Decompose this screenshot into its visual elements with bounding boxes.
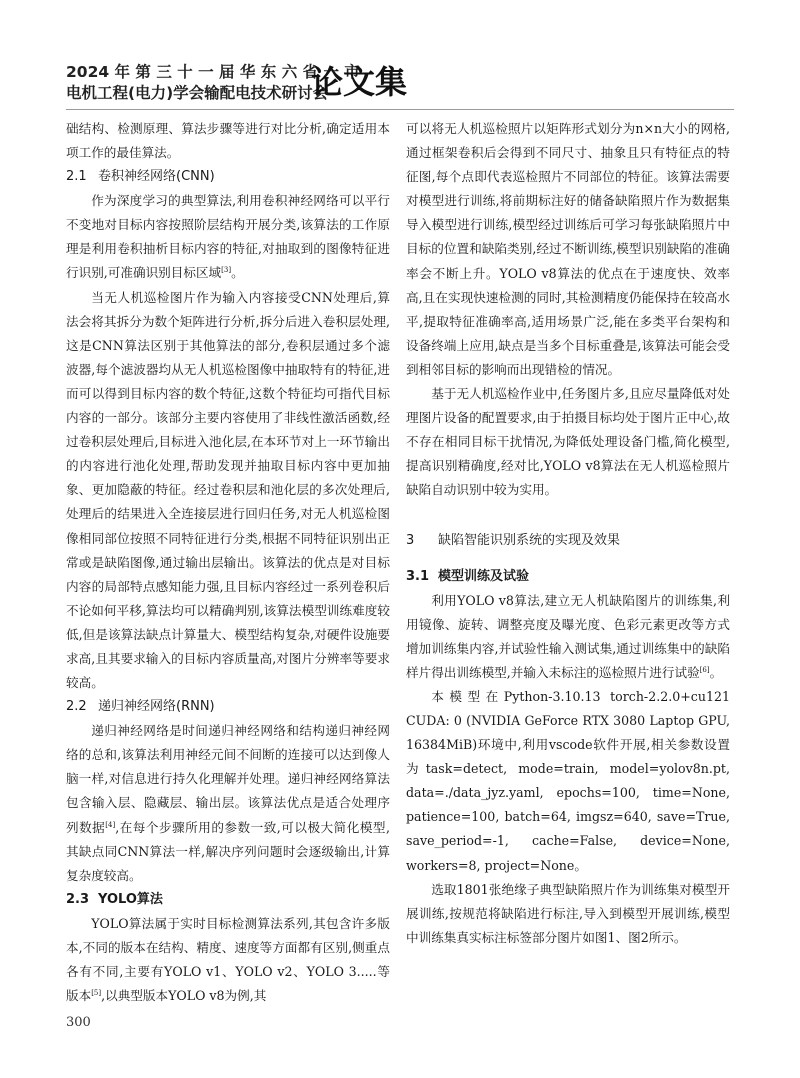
section-2-1-title: 卷积神经网络(CNN) [98, 169, 215, 185]
section-2-3-heading [66, 888, 390, 912]
section-2-2-title: 递归神经网络(RNN) [98, 699, 215, 715]
intro-paragraph: 础结构、检测原理、算法步骤等进行对比分析,确定适用本项工作的最佳算法。 [66, 121, 390, 161]
citation-5[interactable]: [5] [91, 988, 102, 997]
header-divider [66, 109, 734, 110]
page-number: 300 [66, 1015, 91, 1030]
environment-paragraph: 本模型在Python-3.10.13 torch-2.2.0+cu121 CUDA: 0 (NVIDIA GeForce RTX 3080 Laptop GPU, 16384MiB)环境中,利用vscode软件开展,相关参数设置为task=detect, mode=train, model=yolov8n.pt, data=./data_jyz.yaml, epochs=100, time=None, patience=100, batch=64, imgsz=640, save=True, save_period=-1, cache=False, device=None, workers=8, project=None。 [406, 688, 730, 873]
section-3-1-heading [406, 565, 730, 589]
section-2-2-heading [66, 695, 390, 719]
cnn-paragraph-2: 当无人机巡检图片作为输入内容接受CNN处理后,算法会将其拆分为数个矩阵进行分析,拆分后进入卷积层处理,这是CNN算法区别于其他算法的部分,卷积层通过多个滤波器,每个滤波器均从无人机巡检图像中抽取特有的特征,进而可以得到目标内容的数个特征,这数个特征均可指代目标内容的一部分。该部分主要内容使用了非线性激活函数,经过卷积层处理后,目标进入池化层,在本环节对上一环节输出的内容进行池化处理,帮助发现并抽取目标内容中更加抽象、更加隐蔽的特征。经过卷积层和池化层的多次处理后,处理后的结果进入全连接层进行回归任务,对无人机巡检图像相同部位按照不同特征进行分类,根据不同特征识别出正常或是缺陷图像,通过输出层输出。该算法的优点是对目标内容的局部特点感知能力强,且目标内容经过一系列卷积后不论如何平移,算法均可以精确判别,该算法模型训练难度较低,但是该算法缺点计算量大、模型结构复杂,对硬件设施要求高,且其要求输入的目标内容质量高,对图片分辨率等要求较高。 [66, 289, 390, 691]
header-proceedings-title: 论文集 [311, 63, 408, 101]
right-column [406, 117, 730, 950]
yolo-continued-paragraph: 可以将无人机巡检照片以矩阵形式划分为n×n大小的网格,通过框架卷积后会得到不同尺寸、抽象且只有特征点的特征图,每个点即代表巡检照片不同部位的特征。该算法需要对模型进行训练,将前期标注好的储备缺陷照片作为数据集导入模型进行训练,模型经过训练后可学习每张缺陷照片中目标的位置和缺陷类别,经过不断训练,模型识别缺陷的准确率会不断上升。YOLO v8算法的优点在于速度快、效率高,且在实现快速检测的同时,其检测精度仍能保持在较高水平,提取特征准确率高,适用场景广泛,能在多类平台架构和设备终端上应用,缺点是当多个目标重叠是,该算法可能会受到相邻目标的影响而出现错检的情况。 [406, 121, 730, 377]
rnn-paragraph-end: ,在每个步骤所用的参数一致,可以极大简化模型,其缺点同CNN算法一样,解决序列问题时会逐级输出,计算复杂度较高。 [66, 819, 391, 883]
section-3-1-title: 模型训练及试验 [438, 568, 530, 584]
training-paragraph-1 [406, 589, 730, 685]
section-2-1-heading [66, 165, 390, 189]
yolo-paragraph-text: YOLO算法属于实时目标检测算法系列,其包含许多版本,不同的版本在结构、精度、速度等方面都有区别,侧重点各有不同,主要有YOLO v1、YOLO v2、YOLO 3.....等版本 [66, 915, 390, 1004]
cnn-paragraph-1 [66, 189, 390, 285]
header-conference-line1: 2024 年 第 三 十 一 届 华 东 六 省 一 市 [66, 63, 360, 81]
yolo-paragraph [66, 912, 390, 1008]
section-3-number: 3 [406, 532, 415, 548]
training-paragraph-1-text: 利用YOLO v8算法,建立无人机缺陷图片的训练集,利用镜像、旋转、调整亮度及曝光度、色彩元素更改等方式增加训练集内容,并试验性输入测试集,通过训练集中的缺陷样片得出训练模型,并输入未标注的巡检照片进行试验 [406, 592, 730, 680]
yolo-paragraph-end: ,以典型版本YOLO v8为例,其 [101, 988, 267, 1004]
section-2-3-number: 2.3 [66, 891, 90, 907]
section-2-1-number: 2.1 [66, 169, 87, 185]
section-3-1-number: 3.1 [406, 568, 430, 584]
section-3-heading [406, 529, 730, 553]
section-2-3-title: YOLO算法 [98, 891, 163, 907]
left-column [66, 117, 390, 1008]
section-2-2-number: 2.2 [66, 699, 87, 715]
citation-3[interactable]: [3] [221, 266, 232, 275]
citation-4[interactable]: [4] [105, 820, 116, 829]
training-paragraph-1-end: 。 [709, 664, 723, 680]
dataset-paragraph: 选取1801张绝缘子典型缺陷照片作为训练集对模型开展训练,按规范将缺陷进行标注,导入到模型开展训练,模型中训练集真实标注标签部分图片如图1、图2所示。 [406, 881, 730, 945]
conclusion-paragraph: 基于无人机巡检作业中,任务图片多,且应尽量降低对处理图片设备的配置要求,由于拍摄目标均处于图片正中心,故不存在相同目标干扰情况,为降低处理设备门槛,简化模型,提高识别精确度,经对比,YOLO v8算法在无人机巡检照片缺陷自动识别中较为实用。 [406, 386, 730, 498]
section-3-title: 缺陷智能识别系统的实现及效果 [438, 532, 621, 548]
page-header [66, 62, 408, 104]
header-conference-line2: 电机工程(电力)学会输配电技术研讨会 [66, 84, 329, 102]
citation-6[interactable]: [6] [699, 665, 710, 674]
rnn-paragraph [66, 719, 390, 888]
rnn-paragraph-text: 递归神经网络是时间递归神经网络和结构递归神经网络的总和,该算法利用神经元间不间断的连接可以达到像人脑一样,对信息进行持久化理解并处理。递归神经网络算法包含输入层、隐藏层、输出层。该算法优点是适合处理序列数据 [66, 723, 390, 835]
cnn-paragraph-1-end: 。 [231, 265, 244, 281]
cnn-paragraph-1-text: 作为深度学习的典型算法,利用卷积神经网络可以平行不变地对目标内容按照阶层结构开展分类,该算法的工作原理是利用卷积抽析目标内容的特征,对抽取到的图像特征进行识别,可准确识别目标区域 [66, 193, 390, 281]
